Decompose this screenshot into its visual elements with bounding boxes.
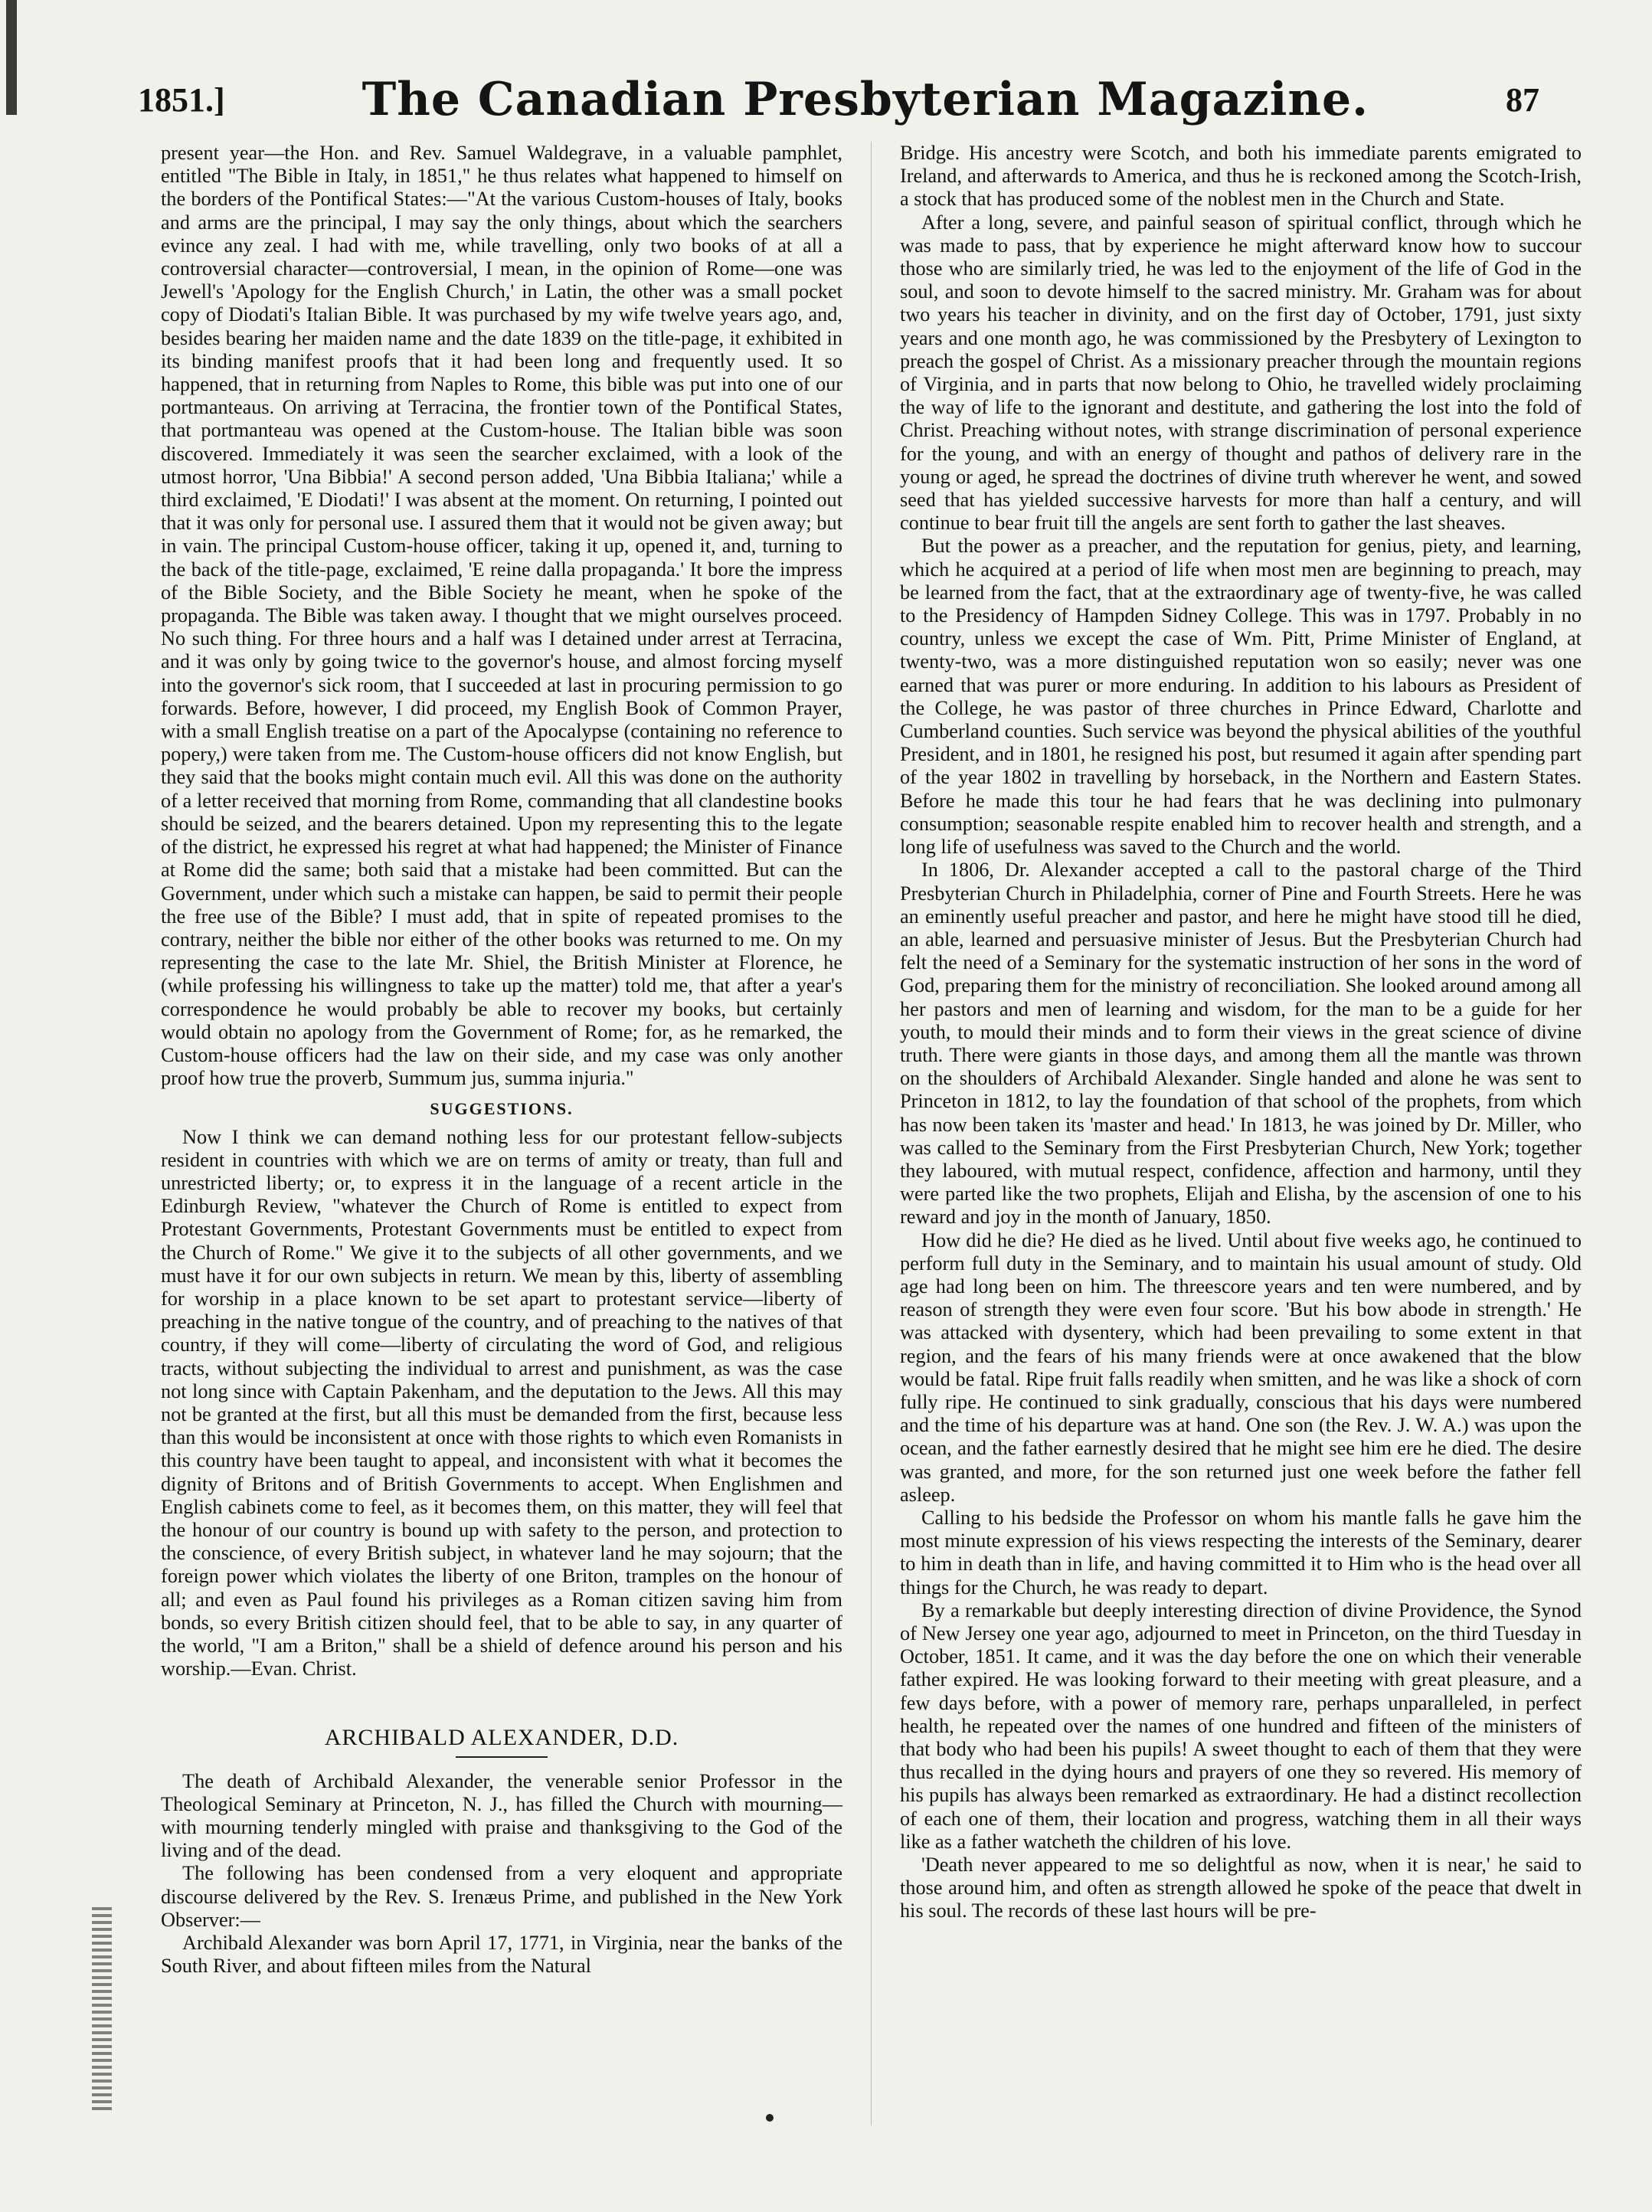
left-column [161, 142, 842, 1978]
body-paragraph: But the power as a preacher, and the reputation for genius, piety, and learning, which he acquired at a period of life when most men are beginning to preach, may be learned from the fact, that at the extraordinary age of twenty-five, he was called to the Presidency of Hampden Sidney College. This was in 1797. Probably in no country, unless we except the case of Wm. Pitt, Prime Minister of England, at twenty-two, was a more distinguished reputation won so easily; never was one earned that was purer or more enduring. In addition to his labours as President of the College, he was pastor of three churches in Prince Edward, Charlotte and Cumberland counties. Such service was beyond the physical abilities of the youthful President, and in 1801, he resigned his post, but resumed it again after spending part of the year 1802 in travelling by horseback, in the Northern and Eastern States. Before he made this tour he had fears that he was declining into pulmonary consumption; seasonable respite enabled him to recover health and strength, and a long life of usefulness was saved to the Church and the world. [900, 535, 1582, 859]
body-paragraph: Calling to his bedside the Professor on whom his mantle falls he gave him the most minute expression of his views respecting the interests of the Seminary, dearer to him in death than in life, and having committed it to Him who is the head over all things for the Church, he was ready to depart. [900, 1506, 1582, 1598]
body-paragraph: After a long, severe, and painful season of spiritual conflict, through which he was made to pass, that by experience he might afterward know how to succour those who are similarly tried, he was led to the enjoyment of the life of God in the soul, and soon to devote himself to the sacred ministry. Mr. Graham was for about two years his teacher in divinity, and on the first day of October, 1791, just sixty years and one month ago, he was commissioned by the Presbytery of Lexington to preach the gospel of Christ. As a missionary preacher through the mountain regions of Virginia, and in parts that now belong to Ohio, he travelled widely proclaiming the way of life to the ignorant and destitute, and gathering the lost into the fold of Christ. Preaching without notes, with strange discrimination of personal experience for the young, and with an energy of thought and pathos of delivery rare in the young or aged, he spread the doctrines of divine truth wherever he went, and sowed seed that has yielded successive harvests for more than half a century, and will continue to bear fruit till the angels are sent forth to gather the last sheaves. [900, 211, 1582, 535]
scan-dot-mark [766, 2114, 774, 2122]
article-title: ARCHIBALD ALEXANDER, D.D. [324, 1725, 679, 1751]
body-paragraph: Now I think we can demand nothing less for our protestant fellow-subjects resident in countries with which we are on terms of amity or treaty, than full and unrestricted liberty; or, to express it in the language of a recent article in the Edinburgh Review, "whatever the Church of Rome is entitled to expect from Protestant Governments, Protestant Governments must be entitled to expect from the Church of Rome." We give it to the subjects of all other governments, and we must have it for our own subjects in return. We mean by this, liberty of assembling for worship in a place known to be set apart to protestant service—liberty of preaching in the native tongue of the country, and of preaching to the natives of that country, if they will come—liberty of circulating the word of God, and religious tracts, without subjecting the individual to arrest and punishment, as was the case not long since with Captain Pakenham, and the deputation to the Jews. All this may not be granted at the first, but all this must be demanded from the first, because less than this would be inconsistent at once with those rights to which even Romanists in this country have been taught to appeal, and inconsistent with what it becomes the dignity of Britons and of British Governments to accept. When Englishmen and English cabinets come to feel, as it becomes them, on this matter, they will feel that the honour of our country is bound up with safety to the person, and protection to the conscience, of every British subject, in whatever land he may sojourn; that the foreign power which violates the liberty of one Briton, tramples on the honour of all; and even as Paul found his privileges as a Roman citizen saving him from bonds, so every British citizen should feel, that to be able to say, in any quarter of the world, "I am a Briton," shall be a shield of defence around his person and his worship.—Evan. Christ. [161, 1125, 842, 1680]
body-paragraph: The death of Archibald Alexander, the venerable senior Professor in the Theological Seminary at Princeton, N. J., has filled the Church with mourning—with mourning tenderly mingled with praise and thanksgiving to the God of the living and of the dead. [161, 1769, 842, 1862]
body-paragraph: The following has been condensed from a very eloquent and appropriate discourse delivered by the Rev. S. Irenæus Prime, and published in the New York Observer:— [161, 1862, 842, 1931]
body-paragraph: How did he die? He died as he lived. Until about five weeks ago, he continued to perform full duty in the Seminary, and to maintain his usual amount of study. Old age had long been on him. The threescore years and ten were numbered, and by reason of strength they were even four score. 'But his bow abode in strength.' He was attacked with dysentery, which had been prevailing to some extent in that region, and the fears of his many friends were at once awakened that the blow would be fatal. Ripe fruit falls readily when smitten, and he was like a shock of corn fully ripe. He continued to sink gradually, conscious that his days were numbered and the time of his departure was at hand. One son (the Rev. J. W. A.) was upon the ocean, and the father earnestly desired that he might see him ere he died. The desire was granted, and more, for the son returned just one week before the father fell asleep. [900, 1229, 1582, 1506]
body-paragraph: 'Death never appeared to me so delightful as now, when it is near,' he said to those around him, and often as strength allowed he spoke of the peace that dwelt in his soul. The records of these last hours will be pre- [900, 1854, 1582, 1922]
header-year: 1851.] [138, 80, 225, 119]
column-divider [871, 142, 872, 2125]
magazine-title: The Canadian Presbyterian Magazine. [361, 73, 1369, 126]
body-paragraph: In 1806, Dr. Alexander accepted a call to the pastoral charge of the Third Presbyterian Church in Philadelphia, corner of Pine and Fourth Streets. Here he was an eminently useful preacher and pastor, and here he might have stood till he died, an able, learned and persuasive minister of Jesus. But the Presbyterian Church had felt the need of a Seminary for the systematic instruction of her sons in the word of God, preparing them for the ministry of reconciliation. She looked around among all her pastors and men of learning and wisdom, for the man to be a guide for her youth, to mould their minds and to form their views in the great science of divine truth. There were giants in those days, and among them all the mantle was thrown on the shoulders of Archibald Alexander. Single handed and alone he was sent to Princeton in 1812, to lay the foundation of that school of the prophets, from which has now been taken its 'master and head.' In 1813, he was joined by Dr. Miller, who was called to the Seminary from the First Presbyterian Church, New York; together they laboured, with mutual respect, confidence, affection and harmony, until they were parted like the two prophets, Elijah and Elisha, by the ascension of one to his reward and joy in the month of January, 1850. [900, 859, 1582, 1229]
page-number: 87 [1505, 80, 1539, 119]
body-paragraph: Archibald Alexander was born April 17, 1771, in Virginia, near the banks of the South River, and about fifteen miles from the Natural [161, 1932, 842, 1978]
scan-speckle-mark [92, 1907, 112, 2114]
body-paragraph: Bridge. His ancestry were Scotch, and both his immediate parents emigrated to Ireland, and afterwards to America, and thus he is reckoned among the Scotch-Irish, a stock that has produced some of the noblest men in the Church and State. [900, 142, 1582, 211]
body-paragraph: By a remarkable but deeply interesting direction of divine Providence, the Synod of New Jersey one year ago, adjourned to meet in Princeton, on the third Tuesday in October, 1851. It came, and it was the day before the one on which their venerable father expired. He was looking forward to their meeting with great pleasure, and a few days before, with a power of memory rare, perhaps unparalleled, in perfect health, he repeated over the names of one hundred and fifteen of the ministers of that body who had been his pupils! A sweet thought to each of them that they were thus recalled in the dying hours and prayers of one they so revered. His memory of his pupils has always been remarked as extraordinary. He had a distinct recollection of each one of them, their location and progress, watching them in all their ways like as a father watcheth the children of his love. [900, 1598, 1582, 1853]
scan-edge-mark [6, 0, 17, 115]
title-rule [456, 1756, 548, 1758]
running-head [138, 73, 1539, 126]
body-paragraph: present year—the Hon. and Rev. Samuel Waldegrave, in a valuable pamphlet, entitled "The Bible in Italy, in 1851," he thus relates what happened to himself on the borders of the Pontifical States:—"At the various Custom-houses of Italy, books and arms are the principal, I may say the only things, about which the searchers evince any zeal. I had with me, while travelling, only two books of at all a controversial character—controversial, I mean, in the opinion of Rome—one was Jewell's 'Apology for the English Church,' in Latin, the other was a small pocket copy of Diodati's Italian Bible. It was purchased by my wife twelve years ago, and, besides bearing her maiden name and the date 1839 on the title-page, it exhibited in its binding manifest proofs that it had been long and frequently used. It so happened, that in returning from Naples to Rome, this bible was put into one of our portmanteaus. On arriving at Terracina, the frontier town of the Pontifical States, that portmanteau was opened at the Custom-house. The Italian bible was soon discovered. Immediately it was seen the searcher exclaimed, with a look of the utmost horror, 'Una Bibbia!' A second person added, 'Una Bibbia Italiana;' while a third exclaimed, 'E Diodati!' I was absent at the moment. On returning, I pointed out that it was only for personal use. I assured them that it would not be given away; but in vain. The principal Custom-house officer, taking it up, opened it, and, turning to the back of the title-page, exclaimed, 'E reine dalla propaganda.' It bore the impress of the Bible Society, and the Bible Society he meant, when he spoke of the propaganda. The Bible was taken away. I thought that we might ourselves proceed. No such thing. For three hours and a half was I detained under arrest at Terracina, and it was only by going twice to the governor's house, and almost forcing myself into the governor's sick room, that I succeeded at last in procuring permission to go forwards. Before, however, I did proceed, my English Book of Common Prayer, with a small English treatise on a part of the Apocalypse (containing no reference to popery,) were taken from me. The Custom-house officers did not know English, but they said that the books might contain much evil. All this was done on the authority of a letter received that morning from Rome, commanding that all clandestine books should be seized, and the bearers detained. Upon my representing this to the legate of the district, he expressed his regret at what had happened; the Minister of Finance at Rome did the same; both said that a mistake had been committed. But can the Government, under which such a mistake can happen, be said to permit their people the free use of the Bible? I must add, that in spite of repeated promises to the contrary, neither the bible nor either of the other books was returned to me. On my representing the case to the late Mr. Shiel, the British Minister at Florence, he (while professing his willingness to take up the matter) told me, that after a year's correspondence he would probably be able to recover my books, but certainly would obtain no apology from the Government of Rome; for, as he remarked, the Custom-house officers had the law on their side, and my case was only another proof how true the proverb, Summum jus, summa injuria." [161, 142, 842, 1090]
section-heading: SUGGESTIONS. [430, 1099, 574, 1119]
right-column [900, 142, 1582, 1923]
